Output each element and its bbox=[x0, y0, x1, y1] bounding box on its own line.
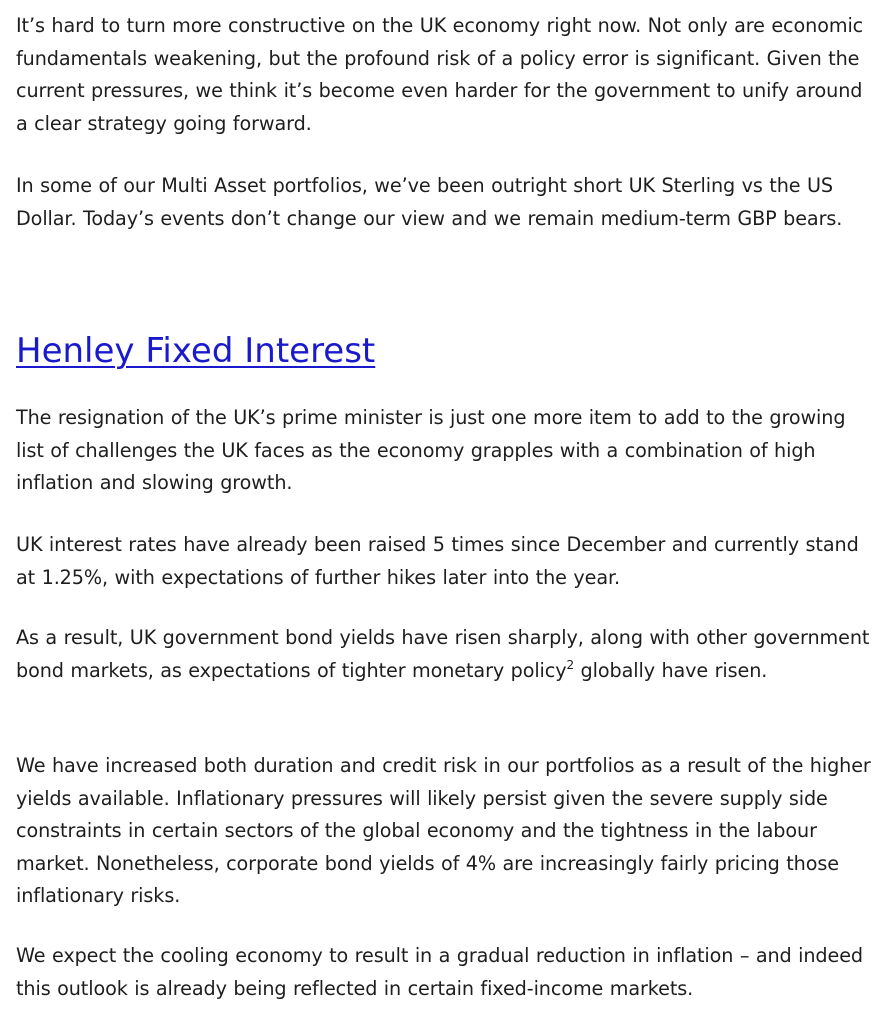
paragraph-interest-rates: UK interest rates have already been raised 5 times since December and currently stand at 1.25%, with expectations of further hikes later into the year. bbox=[16, 533, 859, 589]
paragraph-duration-credit-risk: We have increased both duration and credit risk in our portfolios as a result of the higher yields available. Inflationary pressures will likely persist given the severe supply side constraints in certain sectors of the global economy and the tightness in the labour market. Nonetheless, corporate bond yields of 4% are increasingly fairly pricing those inflationary risks. bbox=[16, 754, 871, 907]
bond-yields-text-end: globally have risen. bbox=[574, 658, 768, 682]
paragraph-uk-economy-outlook: It’s hard to turn more constructive on the UK economy right now. Not only are economic fundamentals weakening, but the profound risk of a policy error is significant. Given the current pressures, we think it’s become even harder for the government to unify around a clear strategy going forward. bbox=[16, 14, 864, 135]
paragraph-cooling-economy: We expect the cooling economy to result in a gradual reduction in inflation – and indeed this outlook is already being reflected in certain fixed-income markets. bbox=[16, 944, 863, 1000]
paragraph-multi-asset-sterling: In some of our Multi Asset portfolios, we’ve been outright short UK Sterling vs the US Dollar. Today’s events don’t change our view and we remain medium-term GBP bears. bbox=[16, 174, 843, 230]
footnote-reference: 2 bbox=[566, 657, 575, 672]
henley-fixed-interest-link[interactable]: Henley Fixed Interest bbox=[16, 331, 376, 371]
paragraph-resignation: The resignation of the UK’s prime minister is just one more item to add to the growing list of challenges the UK faces as the economy grapples with a combination of high inflation and slowing growth. bbox=[16, 406, 846, 494]
section-heading bbox=[16, 329, 375, 373]
paragraph-bond-yields bbox=[16, 622, 878, 687]
bond-yields-text: As a result, UK government bond yields have risen sharply, along with other government bond markets, as expectations of tighter monetary policy bbox=[16, 626, 870, 682]
